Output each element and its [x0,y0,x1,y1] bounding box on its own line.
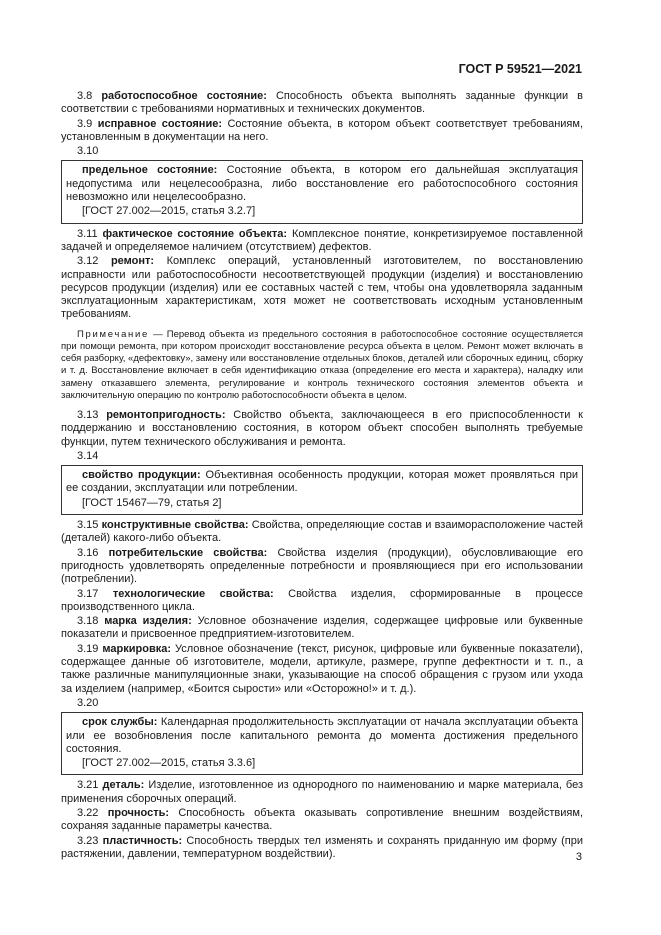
definition-3-19 [61,643,583,696]
definition-text: Способность объекта выполнять заданные функции в соответствии с требованиями нормативных и технических документов. [61,90,584,116]
item-number: 3.13 [77,408,99,421]
definition-3-12 [61,255,583,321]
item-number: 3.22 [77,806,99,819]
term: свойство продукции: [82,469,201,482]
item-number: 3.9 [77,117,93,130]
item-number: 3.8 [77,90,93,102]
definition-3-14 [66,469,578,496]
item-number: 3.19 [77,642,99,655]
definition-text: Свойства изделия (продукции), обусловливающие его пригодность удовлетворять определенные потребности и проявляющиеся при его использовании (потреблении). [61,546,583,586]
definition-text: Условное обозначение изделия, содержащее цифровые или буквенные показатели и присвоенное предприятием-изготовителем. [61,615,584,641]
definition-3-16 [61,547,583,587]
definition-3-22 [61,807,583,834]
term: предельное состояние: [82,164,218,177]
definition-3-14-box [61,465,583,515]
definition-3-20 [66,716,578,756]
source-reference: [ГОСТ 27.002—2015, статья 3.2.7] [82,205,256,218]
definition-3-20-box [61,712,583,775]
definition-3-21 [61,779,583,806]
item-number: 3.18 [77,615,99,628]
term: маркировка: [102,642,171,655]
term: срок службы: [82,716,158,729]
definition-3-13 [61,409,583,449]
definition-text: Способность объекта оказывать сопротивление внешним воздействиям, сохраняя заданные параметры качества. [61,806,583,833]
source-reference: [ГОСТ 15467—79, статья 2] [82,496,222,509]
definition-3-10-box [61,160,583,223]
definition-3-14-number: 3.14 [77,449,99,462]
term: пластичность: [102,834,183,847]
definition-3-18 [61,615,583,642]
item-number: 3.16 [77,546,99,559]
source-reference: [ГОСТ 27.002—2015, статья 3.3.6] [82,757,256,770]
definition-text: Условное обозначение (текст, рисунок, цифровые или буквенные показатели), содержащее данные об изготовителе, модели, артикуле, размере, группе дефектности и т. п., а также различные манипуляционные знаки, указывающие на способ обращения с грузом или ухода за изделием (например, «Боится сырости» или «Осторожно!» и т. д.). [61,642,583,695]
definition-text: Изделие, изготовленное из однородного по наименованию и марке материала, без применения сборочных операций. [61,779,584,805]
definition-3-17 [61,588,583,615]
definition-3-11 [61,228,583,255]
item-number: 3.15 [77,519,99,532]
term: конструктивные свойства: [101,519,249,532]
term: ремонт: [110,255,155,268]
definition-text: Комплекс операций, установленный изготовителем, по восстановлению исправности или работоспособности несоответствующей продукции (изделия) и восстановлению ресурсов продукции (изделия) или ее составных частей с тем, чтобы она удовлетворяла заданным эксплуатационным характеристикам, хотя может не соответствовать исходным установленным требованиям. [61,255,584,321]
definition-text: Комплексное понятие, конкретизируемое поставленной задачей и определяемое наличием (отсутствием) дефектов. [61,227,583,253]
item-number: 3.21 [77,779,99,792]
term: исправное состояние: [97,117,222,130]
definition-3-23 [61,835,583,862]
definition-text: Свойства, определяющие состав и взаиморасположение частей (деталей) какого-либо объекта. [61,519,583,545]
definition-text: Календарная продолжительность эксплуатации от начала эксплуатации объекта или ее возобновления после капитального ремонта до момента достижения предельного состояния. [66,716,578,755]
page-number: 3 [575,851,582,863]
definition-text: Объективная особенность продукции, которая может проявляться при ее создании, эксплуатации или потреблении. [66,469,578,495]
term: потребительские свойства: [108,546,268,559]
term: работоспособное состояние: [101,90,267,102]
definition-text: Свойства изделия, сформированные в процессе производственного цикла. [61,587,583,613]
definition-3-10-number: 3.10 [77,145,99,158]
note-label: Примечание [77,328,149,340]
definition-3-8 [61,90,583,117]
document-body [61,90,583,862]
definition-3-10 [66,164,578,204]
definition-3-20-number: 3.20 [77,696,99,709]
item-number: 3.17 [77,587,99,600]
term: прочность: [107,806,170,819]
definition-text: Состояние объекта, в котором его дальнейшая эксплуатация недопустима или нецелесообразна, либо восстановление его работоспособного состояния невозможно или нецелесообразно. [66,164,578,204]
term: деталь: [102,779,145,792]
standard-designation: ГОСТ Р 59521—2021 [458,62,582,76]
definition-text: Свойство объекта, заключающееся в его приспособленности к поддержанию и восстановлению состояния, в котором объект способен выполнять требуемые функции, путем технического обслуживания и ремонта. [61,408,583,448]
term: ремонтопригодность: [106,408,226,421]
definition-text: Способность твердых тел изменять и сохранять приданную им форму (при растяжении, давлении, температурном воздействии). [61,834,584,860]
note-text: — Перевод объекта из предельного состояния в работоспособное состояние осуществляется при помощи ремонта, при котором происходит восстановление ресурса объекта в целом. Ремонт может включать в себя разборку, «дефектовку», замену или восстановление отдельных блоков, деталей или сборочных единиц, сборку и т. д. Восстановление включает в себя идентификацию отказа (определение его места и характера), наладку или замену отказавшего элемента, регулирование и контроль технического состояния элементов объекта и заключительную операцию по контролю работоспособности объекта в целом. [61,328,583,401]
item-number: 3.12 [77,255,99,268]
note-3-12 [61,329,583,402]
term: технологические свойства: [112,587,274,600]
term: фактическое состояние объекта: [102,227,288,240]
item-number: 3.11 [77,227,98,240]
definition-3-9 [61,118,583,145]
term: марка изделия: [104,615,192,628]
definition-3-15 [61,519,583,546]
definition-text: Состояние объекта, в котором объект соответствует требованиям, установленным в документации на него. [61,117,583,143]
item-number: 3.23 [77,834,99,847]
